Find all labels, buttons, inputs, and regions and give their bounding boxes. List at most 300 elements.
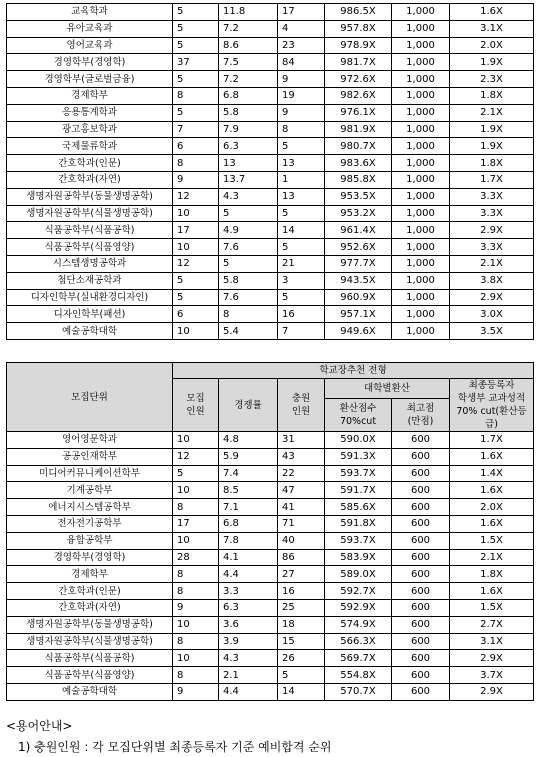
cell-quota: 8 (173, 87, 219, 104)
cell-quota: 10 (173, 205, 219, 222)
header-max-text: 최고점 (만점) (406, 402, 435, 427)
cell-additional-admits: 25 (278, 599, 325, 616)
cell-unit-name: 미디어커뮤니케이션학부 (7, 465, 173, 482)
cell-quota: 8 (173, 499, 219, 516)
table-row (7, 633, 534, 650)
table-row (7, 448, 534, 465)
cell-quota: 12 (173, 448, 219, 465)
cell-unit-name: 경영학부(글로벌금융) (7, 71, 173, 88)
table-row (7, 482, 534, 499)
cell-additional-admits: 5 (278, 289, 325, 306)
cell-competition-ratio: 5.8 (219, 272, 278, 289)
cell-grade-cut: 1.6X (450, 515, 534, 532)
cell-unit-name: 국제물류학과 (7, 138, 173, 155)
cell-converted-score: 585.6X (325, 499, 392, 516)
cell-converted-score: 957.1X (325, 306, 392, 323)
cell-additional-admits: 16 (278, 583, 325, 600)
cell-converted-score: 972.6X (325, 71, 392, 88)
cell-competition-ratio: 3.6 (219, 616, 278, 633)
cell-additional-admits: 9 (278, 104, 325, 121)
cell-grade-cut: 2.1X (450, 255, 534, 272)
cell-converted-score: 957.8X (325, 20, 392, 37)
table-row (7, 532, 534, 549)
cell-unit-name: 경제학부 (7, 87, 173, 104)
cell-unit-name: 영어교육과 (7, 37, 173, 54)
table-row (7, 616, 534, 633)
cell-grade-cut: 2.3X (450, 71, 534, 88)
header-final (450, 379, 534, 432)
table-row (7, 499, 534, 516)
cell-grade-cut: 2.9X (450, 650, 534, 667)
cell-additional-admits: 43 (278, 448, 325, 465)
cell-grade-cut: 1.6X (450, 482, 534, 499)
cell-additional-admits: 18 (278, 616, 325, 633)
cell-max-score: 1,000 (392, 20, 450, 37)
cell-max-score: 1,000 (392, 239, 450, 256)
cell-additional-admits: 5 (278, 239, 325, 256)
table-row (7, 37, 534, 54)
cell-max-score: 600 (392, 566, 450, 583)
cell-competition-ratio: 8.5 (219, 482, 278, 499)
cell-quota: 6 (173, 306, 219, 323)
cell-grade-cut: 2.7X (450, 616, 534, 633)
cell-converted-score: 977.7X (325, 255, 392, 272)
cell-quota: 9 (173, 171, 219, 188)
table-row (7, 289, 534, 306)
cell-unit-name: 식품공학부(식품공학) (7, 222, 173, 239)
cell-additional-admits: 14 (278, 222, 325, 239)
cell-converted-score: 960.9X (325, 289, 392, 306)
cell-unit-name: 교육학과 (7, 4, 173, 21)
cell-grade-cut: 1.6X (450, 4, 534, 21)
cell-competition-ratio: 7.2 (219, 71, 278, 88)
cell-unit-name: 응용통계학과 (7, 104, 173, 121)
cell-grade-cut: 3.3X (450, 239, 534, 256)
table-row (7, 222, 534, 239)
cell-converted-score: 986.5X (325, 4, 392, 21)
cell-grade-cut: 3.3X (450, 188, 534, 205)
cell-quota: 17 (173, 222, 219, 239)
cell-max-score: 1,000 (392, 188, 450, 205)
cell-competition-ratio: 4.3 (219, 650, 278, 667)
cell-grade-cut: 1.9X (450, 121, 534, 138)
cell-unit-name: 식품공학부(식품영양) (7, 667, 173, 684)
header-conv: 대학별환산 (325, 379, 450, 399)
cell-grade-cut: 1.9X (450, 138, 534, 155)
cell-unit-name: 디자인학부(패션) (7, 306, 173, 323)
cell-converted-score: 554.8X (325, 667, 392, 684)
cell-grade-cut: 1.5X (450, 532, 534, 549)
cell-unit-name: 간호학과(인문) (7, 155, 173, 172)
cell-competition-ratio: 8.6 (219, 37, 278, 54)
cell-unit-name: 융합공학부 (7, 532, 173, 549)
cell-additional-admits: 7 (278, 323, 325, 340)
table-row (7, 323, 534, 340)
table-row (7, 465, 534, 482)
cell-additional-admits: 13 (278, 155, 325, 172)
cell-competition-ratio: 5.9 (219, 448, 278, 465)
cell-competition-ratio: 3.9 (219, 633, 278, 650)
cell-competition-ratio: 5.8 (219, 104, 278, 121)
table-row (7, 171, 534, 188)
cell-unit-name: 에너지시스템공학부 (7, 499, 173, 516)
cell-max-score: 1,000 (392, 323, 450, 340)
cell-competition-ratio: 4.4 (219, 683, 278, 700)
admission-table-1-body (7, 4, 534, 340)
cell-max-score: 1,000 (392, 155, 450, 172)
cell-quota: 5 (173, 71, 219, 88)
table-row (7, 306, 534, 323)
cell-grade-cut: 3.8X (450, 272, 534, 289)
cell-grade-cut: 2.9X (450, 683, 534, 700)
cell-unit-name: 전자전기공학부 (7, 515, 173, 532)
cell-grade-cut: 2.9X (450, 289, 534, 306)
cell-max-score: 600 (392, 583, 450, 600)
cell-quota: 5 (173, 20, 219, 37)
cell-quota: 10 (173, 532, 219, 549)
table-row (7, 583, 534, 600)
header-group: 학교장추천 전형 (173, 363, 534, 379)
cell-quota: 5 (173, 289, 219, 306)
cell-additional-admits: 27 (278, 566, 325, 583)
cell-converted-score: 583.9X (325, 549, 392, 566)
terms-guide-title: <용어안내> (6, 719, 73, 733)
cell-competition-ratio: 7.9 (219, 121, 278, 138)
cell-unit-name: 생명자원공학부(동물생명공학) (7, 616, 173, 633)
cell-grade-cut: 1.8X (450, 155, 534, 172)
cell-additional-admits: 1 (278, 171, 325, 188)
cell-grade-cut: 1.7X (450, 432, 534, 449)
table-row (7, 683, 534, 700)
header-quota (173, 379, 219, 432)
cell-quota: 8 (173, 583, 219, 600)
cell-quota: 5 (173, 37, 219, 54)
cell-converted-score: 961.4X (325, 222, 392, 239)
cell-grade-cut: 3.0X (450, 306, 534, 323)
cell-competition-ratio: 7.8 (219, 532, 278, 549)
cell-unit-name: 식품공학부(식품영양) (7, 239, 173, 256)
cell-additional-admits: 13 (278, 188, 325, 205)
cell-competition-ratio: 4.8 (219, 432, 278, 449)
cell-converted-score: 982.6X (325, 87, 392, 104)
cell-grade-cut: 2.1X (450, 549, 534, 566)
cell-converted-score: 570.7X (325, 683, 392, 700)
cell-grade-cut: 1.9X (450, 54, 534, 71)
cell-max-score: 600 (392, 599, 450, 616)
table-row (7, 121, 534, 138)
cell-additional-admits: 17 (278, 4, 325, 21)
table-row (7, 20, 534, 37)
cell-converted-score: 981.9X (325, 121, 392, 138)
table-row (7, 432, 534, 449)
cell-additional-admits: 31 (278, 432, 325, 449)
cell-converted-score: 593.7X (325, 532, 392, 549)
cell-additional-admits: 84 (278, 54, 325, 71)
admission-table-2 (6, 362, 534, 701)
cell-quota: 6 (173, 138, 219, 155)
cell-additional-admits: 5 (278, 667, 325, 684)
cell-additional-admits: 9 (278, 71, 325, 88)
cell-grade-cut: 2.9X (450, 222, 534, 239)
cell-grade-cut: 1.5X (450, 599, 534, 616)
cell-grade-cut: 2.0X (450, 37, 534, 54)
table-row (7, 566, 534, 583)
cell-grade-cut: 1.6X (450, 448, 534, 465)
table-row (7, 667, 534, 684)
cell-quota: 28 (173, 549, 219, 566)
cell-grade-cut: 1.7X (450, 171, 534, 188)
table-2-header (7, 363, 534, 432)
header-final-text: 최종등록자 학생부 교과성적 70% cut(환산등급) (456, 380, 527, 430)
cell-max-score: 1,000 (392, 37, 450, 54)
cell-grade-cut: 3.3X (450, 205, 534, 222)
cell-additional-admits: 3 (278, 272, 325, 289)
header-extra-text: 충원 인원 (291, 393, 311, 417)
cell-competition-ratio: 7.5 (219, 54, 278, 71)
terms-guide-item-1: 1) 충원인원 : 각 모집단위별 최종등록자 기준 예비합격 순위 (18, 740, 332, 754)
cell-quota: 9 (173, 683, 219, 700)
cell-max-score: 1,000 (392, 205, 450, 222)
cell-max-score: 600 (392, 465, 450, 482)
cell-unit-name: 생명자원공학부(동물생명공학) (7, 188, 173, 205)
cell-unit-name: 시스템생명공학과 (7, 255, 173, 272)
cell-competition-ratio: 6.8 (219, 515, 278, 532)
cell-max-score: 600 (392, 616, 450, 633)
cell-converted-score: 981.7X (325, 54, 392, 71)
cell-unit-name: 간호학과(인문) (7, 583, 173, 600)
cell-competition-ratio: 7.6 (219, 289, 278, 306)
cell-unit-name: 기계공학부 (7, 482, 173, 499)
cell-competition-ratio: 13.7 (219, 171, 278, 188)
table-row (7, 4, 534, 21)
cell-quota: 8 (173, 633, 219, 650)
cell-additional-admits: 21 (278, 255, 325, 272)
cell-unit-name: 생명자원공학부(식물생명공학) (7, 205, 173, 222)
cell-max-score: 1,000 (392, 121, 450, 138)
cell-competition-ratio: 6.8 (219, 87, 278, 104)
cell-competition-ratio: 4.4 (219, 566, 278, 583)
cell-max-score: 600 (392, 532, 450, 549)
cell-converted-score: 574.9X (325, 616, 392, 633)
cell-competition-ratio: 4.1 (219, 549, 278, 566)
cell-unit-name: 영어영문학과 (7, 432, 173, 449)
cell-max-score: 1,000 (392, 87, 450, 104)
cell-max-score: 600 (392, 650, 450, 667)
cell-additional-admits: 23 (278, 37, 325, 54)
cell-unit-name: 예술공학대학 (7, 323, 173, 340)
cell-max-score: 600 (392, 432, 450, 449)
cell-converted-score: 591.7X (325, 482, 392, 499)
cell-grade-cut: 3.7X (450, 667, 534, 684)
cell-quota: 10 (173, 616, 219, 633)
cell-max-score: 1,000 (392, 289, 450, 306)
cell-max-score: 1,000 (392, 306, 450, 323)
table-row (7, 599, 534, 616)
cell-converted-score: 976.1X (325, 104, 392, 121)
cell-additional-admits: 71 (278, 515, 325, 532)
cell-competition-ratio: 6.3 (219, 138, 278, 155)
cell-unit-name: 예술공학대학 (7, 683, 173, 700)
cell-competition-ratio: 7.1 (219, 499, 278, 516)
cell-competition-ratio: 11.8 (219, 4, 278, 21)
header-quota-text: 모집 인원 (186, 393, 205, 417)
cell-unit-name: 생명자원공학부(식물생명공학) (7, 633, 173, 650)
cell-additional-admits: 5 (278, 205, 325, 222)
header-max (392, 398, 450, 431)
cell-max-score: 600 (392, 683, 450, 700)
cell-additional-admits: 8 (278, 121, 325, 138)
cell-converted-score: 949.6X (325, 323, 392, 340)
cell-max-score: 600 (392, 448, 450, 465)
cell-converted-score: 980.7X (325, 138, 392, 155)
cell-additional-admits: 22 (278, 465, 325, 482)
cell-unit-name: 유아교육과 (7, 20, 173, 37)
cell-max-score: 600 (392, 482, 450, 499)
cell-converted-score: 943.5X (325, 272, 392, 289)
header-ratio: 경쟁률 (219, 379, 278, 432)
header-conv-score (325, 398, 392, 431)
cell-max-score: 600 (392, 633, 450, 650)
table-row (7, 650, 534, 667)
cell-max-score: 1,000 (392, 4, 450, 21)
cell-competition-ratio: 3.3 (219, 583, 278, 600)
table-row (7, 205, 534, 222)
cell-competition-ratio: 6.3 (219, 599, 278, 616)
cell-unit-name: 경영학부(경영학) (7, 54, 173, 71)
cell-grade-cut: 3.5X (450, 323, 534, 340)
cell-competition-ratio: 13 (219, 155, 278, 172)
table-row (7, 104, 534, 121)
cell-competition-ratio: 7.6 (219, 239, 278, 256)
cell-quota: 37 (173, 54, 219, 71)
cell-converted-score: 952.6X (325, 239, 392, 256)
cell-quota: 5 (173, 104, 219, 121)
cell-max-score: 1,000 (392, 71, 450, 88)
cell-competition-ratio: 4.3 (219, 188, 278, 205)
cell-converted-score: 591.8X (325, 515, 392, 532)
cell-unit-name: 간호학과(자연) (7, 599, 173, 616)
cell-quota: 7 (173, 121, 219, 138)
cell-quota: 10 (173, 432, 219, 449)
cell-max-score: 1,000 (392, 272, 450, 289)
cell-max-score: 600 (392, 515, 450, 532)
cell-max-score: 600 (392, 499, 450, 516)
cell-unit-name: 간호학과(자연) (7, 171, 173, 188)
cell-additional-admits: 86 (278, 549, 325, 566)
cell-quota: 17 (173, 515, 219, 532)
cell-grade-cut: 1.4X (450, 465, 534, 482)
cell-competition-ratio: 4.9 (219, 222, 278, 239)
table-row (7, 255, 534, 272)
cell-converted-score: 591.3X (325, 448, 392, 465)
table-row (7, 71, 534, 88)
admission-table-2-body (7, 432, 534, 701)
table-row (7, 549, 534, 566)
cell-max-score: 1,000 (392, 54, 450, 71)
cell-converted-score: 985.8X (325, 171, 392, 188)
table-row (7, 138, 534, 155)
cell-competition-ratio: 5 (219, 205, 278, 222)
cell-unit-name: 경영학부(경영학) (7, 549, 173, 566)
cell-grade-cut: 1.6X (450, 583, 534, 600)
cell-quota: 12 (173, 188, 219, 205)
cell-additional-admits: 15 (278, 633, 325, 650)
cell-competition-ratio: 5 (219, 255, 278, 272)
admission-table-1 (6, 3, 534, 340)
cell-quota: 5 (173, 465, 219, 482)
table-row (7, 54, 534, 71)
cell-unit-name: 광고홍보학과 (7, 121, 173, 138)
cell-converted-score: 590.0X (325, 432, 392, 449)
cell-unit-name: 경제학부 (7, 566, 173, 583)
cell-converted-score: 592.9X (325, 599, 392, 616)
cell-additional-admits: 47 (278, 482, 325, 499)
cell-competition-ratio: 7.4 (219, 465, 278, 482)
cell-additional-admits: 26 (278, 650, 325, 667)
cell-converted-score: 953.2X (325, 205, 392, 222)
table-row (7, 87, 534, 104)
cell-converted-score: 978.9X (325, 37, 392, 54)
cell-quota: 10 (173, 482, 219, 499)
cell-converted-score: 566.3X (325, 633, 392, 650)
cell-max-score: 1,000 (392, 222, 450, 239)
cell-quota: 12 (173, 255, 219, 272)
cell-additional-admits: 16 (278, 306, 325, 323)
cell-competition-ratio: 7.2 (219, 20, 278, 37)
cell-competition-ratio: 8 (219, 306, 278, 323)
cell-additional-admits: 4 (278, 20, 325, 37)
cell-grade-cut: 2.0X (450, 499, 534, 516)
cell-additional-admits: 5 (278, 138, 325, 155)
cell-max-score: 1,000 (392, 138, 450, 155)
table-row (7, 239, 534, 256)
cell-max-score: 1,000 (392, 255, 450, 272)
cell-quota: 10 (173, 650, 219, 667)
cell-max-score: 600 (392, 549, 450, 566)
cell-quota: 10 (173, 323, 219, 340)
cell-additional-admits: 40 (278, 532, 325, 549)
cell-max-score: 1,000 (392, 171, 450, 188)
cell-max-score: 1,000 (392, 104, 450, 121)
table-row (7, 155, 534, 172)
cell-converted-score: 953.5X (325, 188, 392, 205)
cell-quota: 8 (173, 566, 219, 583)
cell-additional-admits: 19 (278, 87, 325, 104)
cell-grade-cut: 2.1X (450, 104, 534, 121)
cell-quota: 10 (173, 239, 219, 256)
cell-competition-ratio: 2.1 (219, 667, 278, 684)
cell-converted-score: 983.6X (325, 155, 392, 172)
cell-grade-cut: 1.8X (450, 566, 534, 583)
table-row (7, 515, 534, 532)
cell-additional-admits: 14 (278, 683, 325, 700)
cell-quota: 8 (173, 667, 219, 684)
cell-converted-score: 589.0X (325, 566, 392, 583)
cell-unit-name: 디자인학부(실내환경디자인) (7, 289, 173, 306)
cell-converted-score: 569.7X (325, 650, 392, 667)
header-conv-score-text: 환산점수 70%cut (339, 402, 377, 427)
cell-quota: 9 (173, 599, 219, 616)
cell-converted-score: 592.7X (325, 583, 392, 600)
cell-grade-cut: 1.8X (450, 87, 534, 104)
cell-competition-ratio: 5.4 (219, 323, 278, 340)
header-unit: 모집단위 (7, 363, 173, 432)
cell-grade-cut: 3.1X (450, 20, 534, 37)
table-row (7, 188, 534, 205)
cell-converted-score: 593.7X (325, 465, 392, 482)
cell-unit-name: 첨단소재공학과 (7, 272, 173, 289)
cell-unit-name: 공공인재학부 (7, 448, 173, 465)
